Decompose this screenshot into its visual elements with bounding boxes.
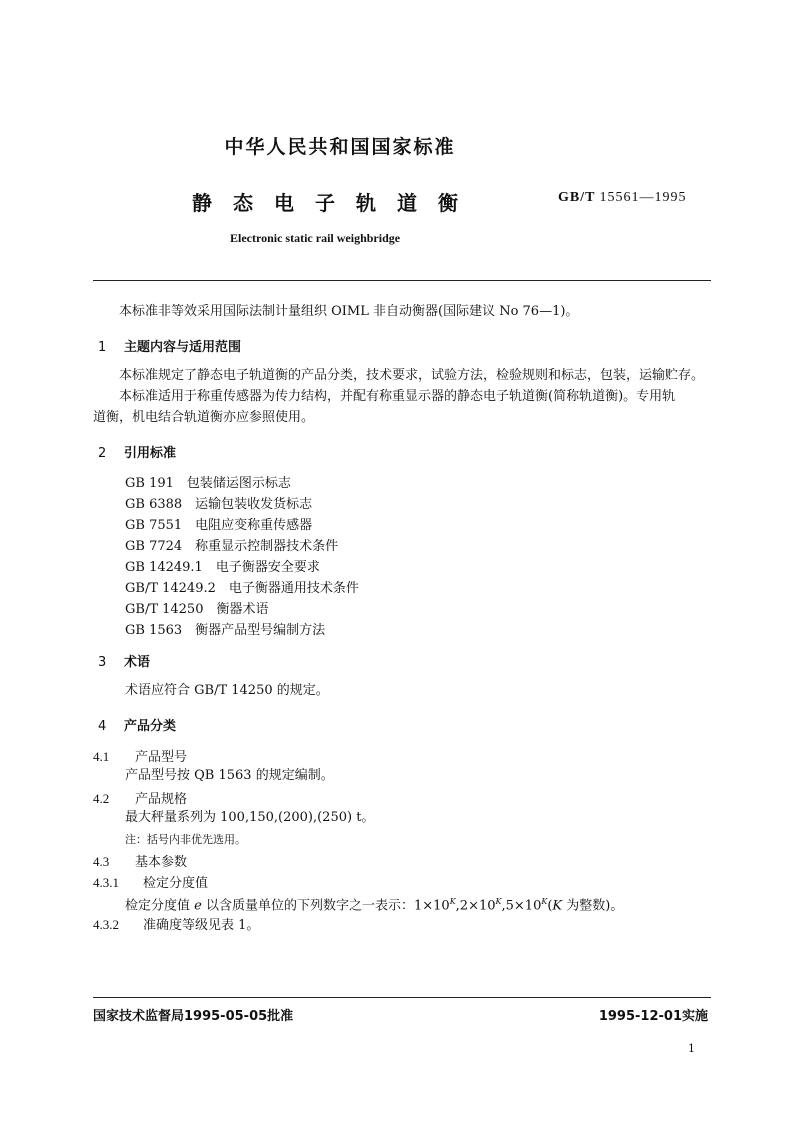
text-fragment: 检定分度值: [125, 898, 195, 914]
section-4-1-title: 产品型号: [135, 750, 188, 765]
section-3-title: 术语: [124, 655, 151, 670]
reference-item: GB 6388 运输包装收发货标志: [125, 497, 313, 512]
section-4-3-1-text: [125, 893, 623, 915]
section-1-number: 1: [98, 340, 107, 355]
intro-paragraph: 本标准非等效采用国际法制计量组织 OIML 非自动衡器(国际建议 No 76—1)。: [119, 304, 579, 319]
standard-title-en: Electronic static rail weighbridge: [230, 231, 401, 245]
section-4-2-title: 产品规格: [135, 792, 188, 807]
reference-item: GB 7551 电阻应变称重传感器: [125, 518, 313, 533]
section-2-heading: [98, 442, 176, 461]
section-4-3-1-title: 检定分度值: [143, 876, 209, 891]
section-4-1-text: 产品型号按 QB 1563 的规定编制。: [125, 768, 334, 783]
section-4-3-2-title: 准确度等级见表 1。: [143, 918, 260, 933]
section-4-heading: [98, 715, 176, 734]
symbol-e: e: [194, 898, 202, 914]
section-1-heading: [98, 336, 241, 355]
section-4-3-heading: [93, 851, 187, 870]
superscript-k: K: [541, 897, 548, 906]
section-4-number: 4: [98, 719, 107, 734]
symbol-k: K: [552, 898, 563, 914]
footer-divider: [93, 997, 711, 998]
section-2-title: 引用标准: [124, 446, 177, 461]
section-4-3-1-heading: [93, 872, 208, 891]
reference-item: GB 7724 称重显示控制器技术条件: [125, 539, 339, 554]
section-1-title: 主题内容与适用范围: [124, 340, 242, 355]
section-4-2-note: 注：括号内非优先选用。: [125, 833, 246, 846]
section-3-heading: [98, 651, 150, 670]
section-1-para-2-line-2: 道衡，机电结合轨道衡亦应参照使用。: [93, 410, 315, 425]
section-4-title: 产品分类: [124, 719, 177, 734]
section-3-number: 3: [98, 655, 107, 670]
page-number: 1: [688, 1042, 695, 1055]
text-fragment: 为整数)。: [562, 898, 624, 914]
text-fragment: ,2×10: [455, 898, 496, 914]
reference-item: GB/T 14249.2 电子衡器通用技术条件: [125, 581, 359, 596]
section-4-2-heading: [93, 788, 187, 807]
reference-item: GB 191 包装储运图示标志: [125, 476, 291, 491]
superscript-k: K: [495, 897, 502, 906]
reference-item: GB/T 14250 衡器术语: [125, 602, 269, 617]
standard-code-prefix: GB/T: [558, 190, 596, 205]
section-4-2-text: 最大秤量系列为 100,150,(200),(250) t。: [125, 810, 375, 825]
section-4-3-2-heading: [93, 914, 259, 933]
standard-code: [558, 190, 686, 206]
text-fragment: (: [547, 898, 553, 914]
standard-title-cn: 静态电子轨道衡: [192, 191, 479, 215]
header-divider: [93, 280, 711, 281]
effective-date: 1995-12-01实施: [598, 1009, 708, 1024]
section-4-2-number: 4.2: [93, 791, 110, 806]
reference-item: GB 1563 衡器产品型号编制方法: [125, 623, 326, 638]
text-fragment: 以含质量单位的下列数字之一表示：1×10: [201, 898, 450, 914]
section-4-1-number: 4.1: [93, 749, 110, 764]
section-4-3-number: 4.3: [93, 854, 110, 869]
section-4-1-heading: [93, 746, 187, 765]
section-4-3-2-number: 4.3.2: [93, 917, 119, 932]
text-fragment: ,5×10: [501, 898, 542, 914]
section-4-3-title: 基本参数: [135, 855, 188, 870]
national-standard-heading: 中华人民共和国国家标准: [224, 136, 456, 158]
approval-issued: 国家技术监督局1995-05-05批准: [93, 1009, 294, 1024]
reference-item: GB 14249.1 电子衡器安全要求: [125, 560, 320, 575]
section-1-para-2-line-1: 本标准适用于称重传感器为传力结构，并配有称重显示器的静态电子轨道衡(简称轨道衡)。专用轨: [119, 389, 676, 404]
superscript-k: K: [449, 897, 456, 906]
section-2-number: 2: [98, 446, 107, 461]
standard-code-number: 15561—1995: [599, 190, 687, 205]
section-1-para-1: 本标准规定了静态电子轨道衡的产品分类，技术要求，试验方法，检验规则和标志，包装，运输贮存。: [119, 368, 705, 383]
section-3-text: 术语应符合 GB/T 14250 的规定。: [125, 683, 329, 698]
section-4-3-1-number: 4.3.1: [93, 875, 119, 890]
